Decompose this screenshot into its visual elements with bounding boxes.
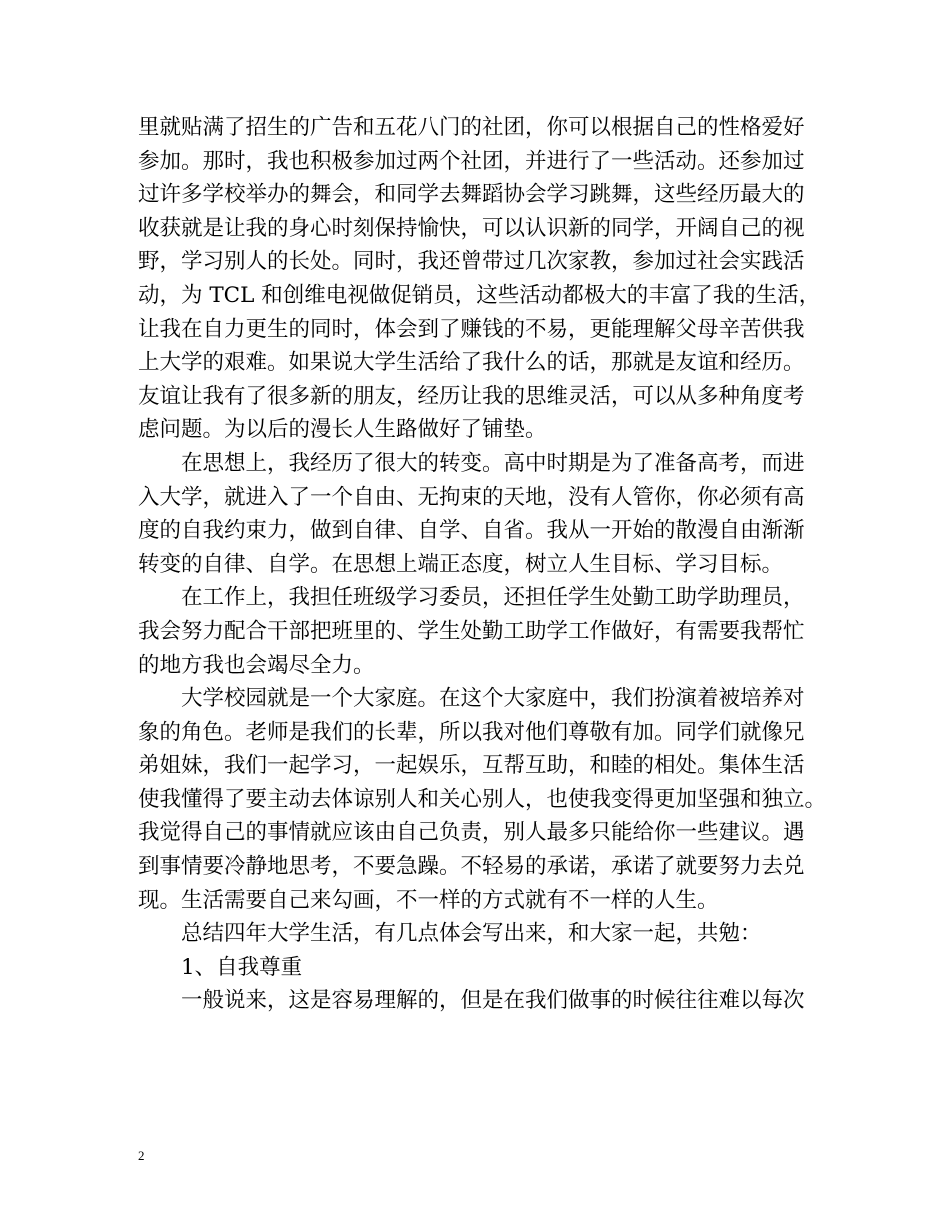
text-line: 的地方我也会竭尽全力。	[138, 652, 375, 678]
text-line: 里就贴满了招生的广告和五花八门的社团，你可以根据自己的性格爱好	[138, 115, 805, 140]
text-line: 参加。那时，我也积极参加过两个社团，并进行了一些活动。还参加过	[138, 148, 805, 174]
text-line: 虑问题。为以后的漫长人生路做好了铺垫。	[138, 417, 547, 443]
text-line: 象的角色。老师是我们的长辈，所以我对他们尊敬有加。同学们就像兄	[138, 719, 805, 745]
text-line: 入大学，就进入了一个自由、无拘束的天地，没有人管你，你必须有高	[138, 484, 805, 510]
paragraph-first-line: 大学校园就是一个大家庭。在这个大家庭中，我们扮演着被培养对	[181, 686, 805, 712]
text-line: 收获就是让我的身心时刻保持愉快，可以认识新的同学，开阔自己的视	[138, 215, 805, 241]
text-line: 野，学习别人的长处。同时，我还曾带过几次家教，参加过社会实践活	[138, 249, 805, 275]
text-line: 动，为 TCL 和创维电视做促销员，这些活动都极大的丰富了我的生活，	[138, 282, 821, 308]
text-line: 过许多学校举办的舞会，和同学去舞蹈协会学习跳舞，这些经历最大的	[138, 182, 805, 208]
text-line: 到事情要冷静地思考，不要急躁。不轻易的承诺，承诺了就要努力去兑	[138, 854, 805, 880]
text-line: 度的自我约束力，做到自律、自学、自省。我从一开始的散漫自由渐渐	[138, 518, 805, 544]
section-heading: 1、自我尊重	[181, 954, 303, 980]
text-line: 现。生活需要自己来勾画，不一样的方式就有不一样的人生。	[138, 887, 719, 913]
body-text	[138, 111, 827, 1018]
text-line: 友谊让我有了很多新的朋友，经历让我的思维灵活，可以从多种角度考	[138, 383, 805, 409]
text-line: 我会努力配合干部把班里的、学生处勤工助学工作做好，有需要我帮忙	[138, 618, 805, 644]
paragraph-first-line: 总结四年大学生活，有几点体会写出来，和大家一起，共勉：	[181, 921, 762, 947]
paragraph-first-line: 在工作上，我担任班级学习委员，还担任学生处勤工助学助理员，	[181, 585, 805, 611]
page-number: 2	[138, 1148, 145, 1163]
text-line: 使我懂得了要主动去体谅别人和关心别人，也使我变得更加坚强和独立。	[138, 786, 827, 812]
paragraph-first-line: 在思想上，我经历了很大的转变。高中时期是为了准备高考，而进	[181, 450, 805, 476]
text-line: 我觉得自己的事情就应该由自己负责，别人最多只能给你一些建议。遇	[138, 820, 805, 846]
text-line: 上大学的艰难。如果说大学生活给了我什么的话，那就是友谊和经历。	[138, 350, 805, 376]
paragraph-first-line: 一般说来，这是容易理解的，但是在我们做事的时候往往难以每次	[181, 988, 805, 1014]
text-line: 转变的自律、自学。在思想上端正态度，树立人生目标、学习目标。	[138, 551, 784, 577]
text-line: 让我在自力更生的同时，体会到了赚钱的不易，更能理解父母辛苦供我	[138, 316, 805, 342]
text-line: 弟姐妹，我们一起学习，一起娱乐，互帮互助，和睦的相处。集体生活	[138, 753, 805, 779]
